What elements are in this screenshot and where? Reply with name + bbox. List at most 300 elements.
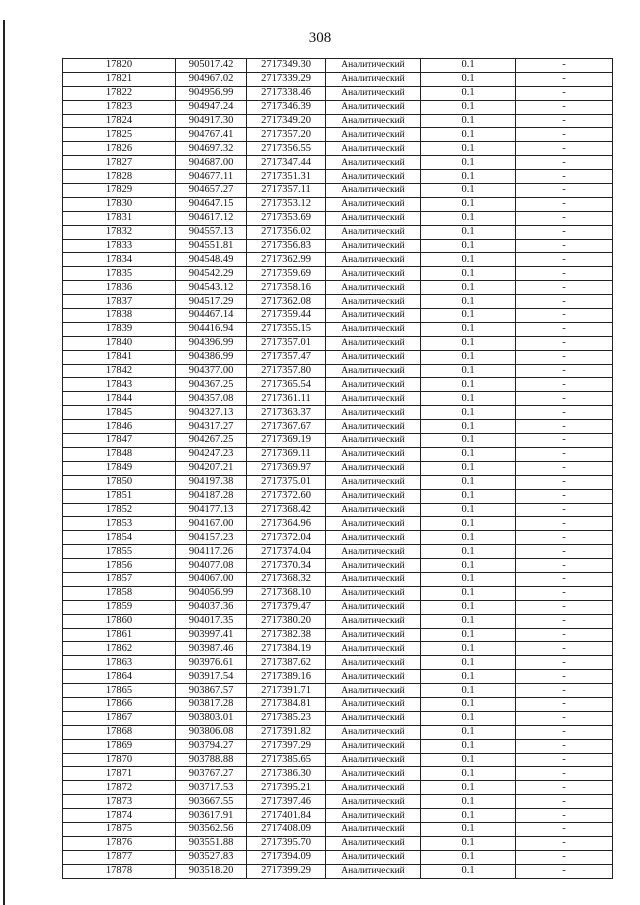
method-cell: Аналитический	[326, 684, 421, 698]
table-row	[63, 795, 613, 809]
accuracy-cell: 0.1	[421, 614, 516, 628]
accuracy-cell: 0.1	[421, 656, 516, 670]
x-coordinate-cell: 903518.20	[176, 864, 247, 878]
x-coordinate-cell: 903527.83	[176, 850, 247, 864]
note-cell: -	[516, 753, 613, 767]
method-cell: Аналитический	[326, 642, 421, 656]
point-number-cell: 17845	[63, 406, 176, 420]
y-coordinate-cell: 2717372.04	[247, 531, 326, 545]
x-coordinate-cell: 904548.49	[176, 253, 247, 267]
point-number-cell: 17829	[63, 184, 176, 198]
accuracy-cell: 0.1	[421, 253, 516, 267]
x-coordinate-cell: 903788.88	[176, 753, 247, 767]
x-coordinate-cell: 904517.29	[176, 295, 247, 309]
note-cell: -	[516, 809, 613, 823]
point-number-cell: 17830	[63, 197, 176, 211]
x-coordinate-cell: 903794.27	[176, 739, 247, 753]
method-cell: Аналитический	[326, 461, 421, 475]
y-coordinate-cell: 2717353.69	[247, 211, 326, 225]
x-coordinate-cell: 904386.99	[176, 350, 247, 364]
point-number-cell: 17867	[63, 711, 176, 725]
note-cell: -	[516, 559, 613, 573]
x-coordinate-cell: 904377.00	[176, 364, 247, 378]
table-row	[63, 628, 613, 642]
method-cell: Аналитический	[326, 711, 421, 725]
accuracy-cell: 0.1	[421, 378, 516, 392]
page-number: 308	[308, 30, 332, 46]
y-coordinate-cell: 2717391.82	[247, 725, 326, 739]
point-number-cell: 17866	[63, 697, 176, 711]
method-cell: Аналитический	[326, 503, 421, 517]
x-coordinate-cell: 903617.91	[176, 809, 247, 823]
point-number-cell: 17868	[63, 725, 176, 739]
method-cell: Аналитический	[326, 72, 421, 86]
y-coordinate-cell: 2717357.01	[247, 336, 326, 350]
x-coordinate-cell: 903717.53	[176, 781, 247, 795]
method-cell: Аналитический	[326, 420, 421, 434]
note-cell: -	[516, 434, 613, 448]
x-coordinate-cell: 904017.35	[176, 614, 247, 628]
note-cell: -	[516, 295, 613, 309]
x-coordinate-cell: 904956.99	[176, 86, 247, 100]
accuracy-cell: 0.1	[421, 114, 516, 128]
y-coordinate-cell: 2717397.46	[247, 795, 326, 809]
x-coordinate-cell: 903867.57	[176, 684, 247, 698]
x-coordinate-cell: 904967.02	[176, 72, 247, 86]
table-row	[63, 142, 613, 156]
point-number-cell: 17841	[63, 350, 176, 364]
y-coordinate-cell: 2717365.54	[247, 378, 326, 392]
table-row	[63, 239, 613, 253]
table-row	[63, 322, 613, 336]
table-row	[63, 545, 613, 559]
y-coordinate-cell: 2717357.20	[247, 128, 326, 142]
table-row	[63, 253, 613, 267]
y-coordinate-cell: 2717368.10	[247, 586, 326, 600]
point-number-cell: 17857	[63, 572, 176, 586]
note-cell: -	[516, 725, 613, 739]
y-coordinate-cell: 2717359.69	[247, 267, 326, 281]
table-row	[63, 836, 613, 850]
y-coordinate-cell: 2717374.04	[247, 545, 326, 559]
method-cell: Аналитический	[326, 253, 421, 267]
table-row	[63, 184, 613, 198]
y-coordinate-cell: 2717395.21	[247, 781, 326, 795]
method-cell: Аналитический	[326, 836, 421, 850]
y-coordinate-cell: 2717363.37	[247, 406, 326, 420]
method-cell: Аналитический	[326, 781, 421, 795]
table-body	[63, 59, 613, 879]
note-cell: -	[516, 322, 613, 336]
x-coordinate-cell: 904037.36	[176, 600, 247, 614]
x-coordinate-cell: 904947.24	[176, 100, 247, 114]
point-number-cell: 17843	[63, 378, 176, 392]
y-coordinate-cell: 2717394.09	[247, 850, 326, 864]
note-cell: -	[516, 281, 613, 295]
accuracy-cell: 0.1	[421, 628, 516, 642]
accuracy-cell: 0.1	[421, 836, 516, 850]
y-coordinate-cell: 2717369.97	[247, 461, 326, 475]
accuracy-cell: 0.1	[421, 670, 516, 684]
point-number-cell: 17851	[63, 489, 176, 503]
method-cell: Аналитический	[326, 531, 421, 545]
y-coordinate-cell: 2717346.39	[247, 100, 326, 114]
accuracy-cell: 0.1	[421, 295, 516, 309]
table-row	[63, 267, 613, 281]
x-coordinate-cell: 904317.27	[176, 420, 247, 434]
accuracy-cell: 0.1	[421, 267, 516, 281]
point-number-cell: 17872	[63, 781, 176, 795]
table-row	[63, 670, 613, 684]
point-number-cell: 17878	[63, 864, 176, 878]
x-coordinate-cell: 904197.38	[176, 475, 247, 489]
x-coordinate-cell: 903987.46	[176, 642, 247, 656]
point-number-cell: 17827	[63, 156, 176, 170]
accuracy-cell: 0.1	[421, 559, 516, 573]
table-row	[63, 309, 613, 323]
accuracy-cell: 0.1	[421, 447, 516, 461]
accuracy-cell: 0.1	[421, 545, 516, 559]
point-number-cell: 17855	[63, 545, 176, 559]
accuracy-cell: 0.1	[421, 100, 516, 114]
note-cell: -	[516, 739, 613, 753]
accuracy-cell: 0.1	[421, 184, 516, 198]
x-coordinate-cell: 904396.99	[176, 336, 247, 350]
x-coordinate-cell: 904067.00	[176, 572, 247, 586]
accuracy-cell: 0.1	[421, 72, 516, 86]
accuracy-cell: 0.1	[421, 850, 516, 864]
accuracy-cell: 0.1	[421, 809, 516, 823]
accuracy-cell: 0.1	[421, 392, 516, 406]
table-row	[63, 170, 613, 184]
table-row	[63, 434, 613, 448]
y-coordinate-cell: 2717347.44	[247, 156, 326, 170]
accuracy-cell: 0.1	[421, 642, 516, 656]
x-coordinate-cell: 903667.55	[176, 795, 247, 809]
point-number-cell: 17863	[63, 656, 176, 670]
note-cell: -	[516, 503, 613, 517]
table-row	[63, 364, 613, 378]
table-row	[63, 572, 613, 586]
coordinates-table	[62, 58, 613, 879]
note-cell: -	[516, 170, 613, 184]
note-cell: -	[516, 225, 613, 239]
note-cell: -	[516, 392, 613, 406]
note-cell: -	[516, 850, 613, 864]
accuracy-cell: 0.1	[421, 59, 516, 73]
note-cell: -	[516, 128, 613, 142]
method-cell: Аналитический	[326, 600, 421, 614]
table-row	[63, 822, 613, 836]
table-row	[63, 656, 613, 670]
table-row	[63, 114, 613, 128]
table-row	[63, 531, 613, 545]
method-cell: Аналитический	[326, 434, 421, 448]
y-coordinate-cell: 2717356.83	[247, 239, 326, 253]
method-cell: Аналитический	[326, 336, 421, 350]
x-coordinate-cell: 904416.94	[176, 322, 247, 336]
x-coordinate-cell: 903806.08	[176, 725, 247, 739]
table-row	[63, 100, 613, 114]
x-coordinate-cell: 904187.28	[176, 489, 247, 503]
point-number-cell: 17846	[63, 420, 176, 434]
table-row	[63, 642, 613, 656]
point-number-cell: 17823	[63, 100, 176, 114]
y-coordinate-cell: 2717372.60	[247, 489, 326, 503]
x-coordinate-cell: 903562.56	[176, 822, 247, 836]
y-coordinate-cell: 2717385.23	[247, 711, 326, 725]
table-row	[63, 850, 613, 864]
method-cell: Аналитический	[326, 739, 421, 753]
accuracy-cell: 0.1	[421, 309, 516, 323]
method-cell: Аналитический	[326, 767, 421, 781]
note-cell: -	[516, 184, 613, 198]
point-number-cell: 17837	[63, 295, 176, 309]
y-coordinate-cell: 2717361.11	[247, 392, 326, 406]
method-cell: Аналитический	[326, 239, 421, 253]
note-cell: -	[516, 600, 613, 614]
note-cell: -	[516, 309, 613, 323]
page-edge-rule	[3, 20, 5, 905]
point-number-cell: 17858	[63, 586, 176, 600]
point-number-cell: 17852	[63, 503, 176, 517]
accuracy-cell: 0.1	[421, 128, 516, 142]
point-number-cell: 17820	[63, 59, 176, 73]
accuracy-cell: 0.1	[421, 586, 516, 600]
note-cell: -	[516, 795, 613, 809]
note-cell: -	[516, 142, 613, 156]
y-coordinate-cell: 2717387.62	[247, 656, 326, 670]
table-row	[63, 739, 613, 753]
y-coordinate-cell: 2717338.46	[247, 86, 326, 100]
method-cell: Аналитический	[326, 656, 421, 670]
method-cell: Аналитический	[326, 559, 421, 573]
x-coordinate-cell: 904551.81	[176, 239, 247, 253]
note-cell: -	[516, 628, 613, 642]
note-cell: -	[516, 864, 613, 878]
accuracy-cell: 0.1	[421, 350, 516, 364]
x-coordinate-cell: 904677.11	[176, 170, 247, 184]
x-coordinate-cell: 904207.21	[176, 461, 247, 475]
table-row	[63, 281, 613, 295]
method-cell: Аналитический	[326, 614, 421, 628]
accuracy-cell: 0.1	[421, 503, 516, 517]
note-cell: -	[516, 239, 613, 253]
note-cell: -	[516, 447, 613, 461]
y-coordinate-cell: 2717357.80	[247, 364, 326, 378]
table-row	[63, 725, 613, 739]
x-coordinate-cell: 903976.61	[176, 656, 247, 670]
table-row	[63, 461, 613, 475]
x-coordinate-cell: 904917.30	[176, 114, 247, 128]
x-coordinate-cell: 904167.00	[176, 517, 247, 531]
y-coordinate-cell: 2717367.67	[247, 420, 326, 434]
table-row	[63, 517, 613, 531]
y-coordinate-cell: 2717401.84	[247, 809, 326, 823]
point-number-cell: 17853	[63, 517, 176, 531]
accuracy-cell: 0.1	[421, 86, 516, 100]
note-cell: -	[516, 517, 613, 531]
note-cell: -	[516, 475, 613, 489]
x-coordinate-cell: 903917.54	[176, 670, 247, 684]
note-cell: -	[516, 670, 613, 684]
x-coordinate-cell: 904697.32	[176, 142, 247, 156]
accuracy-cell: 0.1	[421, 711, 516, 725]
method-cell: Аналитический	[326, 475, 421, 489]
point-number-cell: 17856	[63, 559, 176, 573]
point-number-cell: 17865	[63, 684, 176, 698]
y-coordinate-cell: 2717384.81	[247, 697, 326, 711]
table-row	[63, 475, 613, 489]
point-number-cell: 17828	[63, 170, 176, 184]
note-cell: -	[516, 114, 613, 128]
y-coordinate-cell: 2717369.11	[247, 447, 326, 461]
method-cell: Аналитический	[326, 364, 421, 378]
note-cell: -	[516, 420, 613, 434]
accuracy-cell: 0.1	[421, 753, 516, 767]
y-coordinate-cell: 2717399.29	[247, 864, 326, 878]
y-coordinate-cell: 2717349.30	[247, 59, 326, 73]
note-cell: -	[516, 572, 613, 586]
point-number-cell: 17831	[63, 211, 176, 225]
note-cell: -	[516, 822, 613, 836]
accuracy-cell: 0.1	[421, 572, 516, 586]
note-cell: -	[516, 642, 613, 656]
point-number-cell: 17861	[63, 628, 176, 642]
y-coordinate-cell: 2717362.99	[247, 253, 326, 267]
y-coordinate-cell: 2717364.96	[247, 517, 326, 531]
y-coordinate-cell: 2717369.19	[247, 434, 326, 448]
table-row	[63, 697, 613, 711]
note-cell: -	[516, 697, 613, 711]
y-coordinate-cell: 2717395.70	[247, 836, 326, 850]
point-number-cell: 17822	[63, 86, 176, 100]
table-row	[63, 350, 613, 364]
y-coordinate-cell: 2717397.29	[247, 739, 326, 753]
point-number-cell: 17825	[63, 128, 176, 142]
method-cell: Аналитический	[326, 128, 421, 142]
point-number-cell: 17835	[63, 267, 176, 281]
point-number-cell: 17848	[63, 447, 176, 461]
method-cell: Аналитический	[326, 586, 421, 600]
table-row	[63, 392, 613, 406]
table-row	[63, 447, 613, 461]
y-coordinate-cell: 2717356.55	[247, 142, 326, 156]
accuracy-cell: 0.1	[421, 600, 516, 614]
y-coordinate-cell: 2717356.02	[247, 225, 326, 239]
point-number-cell: 17877	[63, 850, 176, 864]
accuracy-cell: 0.1	[421, 795, 516, 809]
method-cell: Аналитический	[326, 447, 421, 461]
accuracy-cell: 0.1	[421, 364, 516, 378]
accuracy-cell: 0.1	[421, 239, 516, 253]
point-number-cell: 17836	[63, 281, 176, 295]
accuracy-cell: 0.1	[421, 531, 516, 545]
y-coordinate-cell: 2717349.20	[247, 114, 326, 128]
note-cell: -	[516, 86, 613, 100]
note-cell: -	[516, 836, 613, 850]
method-cell: Аналитический	[326, 697, 421, 711]
method-cell: Аналитический	[326, 628, 421, 642]
x-coordinate-cell: 904467.14	[176, 309, 247, 323]
method-cell: Аналитический	[326, 170, 421, 184]
method-cell: Аналитический	[326, 267, 421, 281]
x-coordinate-cell: 904543.12	[176, 281, 247, 295]
method-cell: Аналитический	[326, 545, 421, 559]
accuracy-cell: 0.1	[421, 406, 516, 420]
table-row	[63, 809, 613, 823]
accuracy-cell: 0.1	[421, 156, 516, 170]
y-coordinate-cell: 2717359.44	[247, 309, 326, 323]
point-number-cell: 17875	[63, 822, 176, 836]
table-row	[63, 586, 613, 600]
y-coordinate-cell: 2717385.65	[247, 753, 326, 767]
y-coordinate-cell: 2717370.34	[247, 559, 326, 573]
note-cell: -	[516, 72, 613, 86]
y-coordinate-cell: 2717357.11	[247, 184, 326, 198]
method-cell: Аналитический	[326, 822, 421, 836]
note-cell: -	[516, 197, 613, 211]
note-cell: -	[516, 614, 613, 628]
table-row	[63, 156, 613, 170]
note-cell: -	[516, 656, 613, 670]
table-row	[63, 864, 613, 878]
x-coordinate-cell: 903803.01	[176, 711, 247, 725]
method-cell: Аналитический	[326, 86, 421, 100]
table-row	[63, 295, 613, 309]
table-row	[63, 72, 613, 86]
method-cell: Аналитический	[326, 59, 421, 73]
x-coordinate-cell: 904117.26	[176, 545, 247, 559]
method-cell: Аналитический	[326, 753, 421, 767]
y-coordinate-cell: 2717351.31	[247, 170, 326, 184]
y-coordinate-cell: 2717379.47	[247, 600, 326, 614]
accuracy-cell: 0.1	[421, 322, 516, 336]
note-cell: -	[516, 211, 613, 225]
accuracy-cell: 0.1	[421, 225, 516, 239]
x-coordinate-cell: 903817.28	[176, 697, 247, 711]
method-cell: Аналитический	[326, 184, 421, 198]
method-cell: Аналитический	[326, 795, 421, 809]
table-row	[63, 781, 613, 795]
note-cell: -	[516, 545, 613, 559]
method-cell: Аналитический	[326, 392, 421, 406]
note-cell: -	[516, 711, 613, 725]
y-coordinate-cell: 2717391.71	[247, 684, 326, 698]
point-number-cell: 17833	[63, 239, 176, 253]
point-number-cell: 17821	[63, 72, 176, 86]
note-cell: -	[516, 364, 613, 378]
table-row	[63, 753, 613, 767]
table-row	[63, 406, 613, 420]
point-number-cell: 17862	[63, 642, 176, 656]
y-coordinate-cell: 2717389.16	[247, 670, 326, 684]
point-number-cell: 17854	[63, 531, 176, 545]
point-number-cell: 17864	[63, 670, 176, 684]
y-coordinate-cell: 2717355.15	[247, 322, 326, 336]
point-number-cell: 17876	[63, 836, 176, 850]
table-row	[63, 128, 613, 142]
table-row	[63, 86, 613, 100]
x-coordinate-cell: 904687.00	[176, 156, 247, 170]
point-number-cell: 17859	[63, 600, 176, 614]
point-number-cell: 17824	[63, 114, 176, 128]
method-cell: Аналитический	[326, 211, 421, 225]
x-coordinate-cell: 904367.25	[176, 378, 247, 392]
table-row	[63, 684, 613, 698]
point-number-cell: 17838	[63, 309, 176, 323]
accuracy-cell: 0.1	[421, 170, 516, 184]
